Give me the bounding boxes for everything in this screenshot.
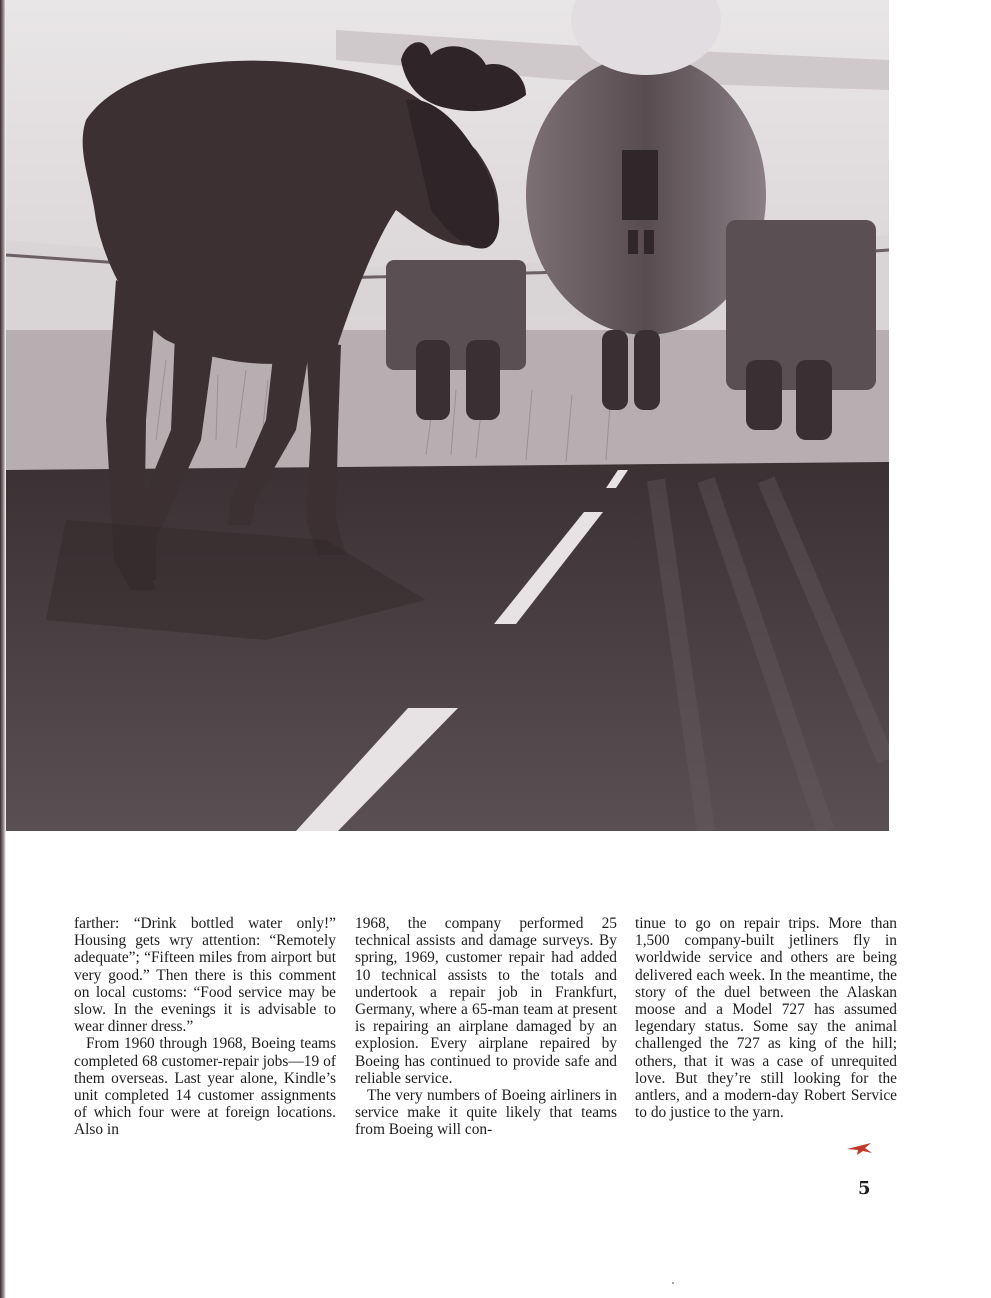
article-column-1 (74, 915, 336, 1139)
nose-gear (622, 150, 658, 220)
illustration-art (6, 0, 889, 831)
page-number: 5 (858, 1178, 871, 1199)
article-body (74, 915, 896, 1165)
article-column-2 (355, 915, 617, 1139)
moose-and-jetliner-illustration (6, 0, 889, 831)
paragraph: tinue to go on repair trips. More than 1,500 company-built jetliners fly in worldwide service and others are being delivered each week. In the meantime, the story of the duel between the Alaskan moose and a Model 727 has assumed legendary status. Some say the animal challenged the 727 as king of the hill; others, that it was a case of unrequited love. But they’re still looking for the antlers, and a modern-day Robert Service to do justice to the yarn. (635, 915, 897, 1122)
paragraph: 1968, the company performed 25 technical assists and damage surveys. By spring, 1969, customer repair had added 10 technical assists to the totals and undertook a repair job in Frankfurt, Germany, where a 65-man team at present is repairing an airplane damaged by an explosion. Every airplane repaired by Boeing has continued to provide safe and reliable service. (355, 915, 617, 1087)
article-column-3 (635, 915, 897, 1121)
boeing-jet-end-mark-icon (845, 1140, 873, 1156)
print-speck (672, 1282, 674, 1284)
paragraph: farther: “Drink bottled water only!” Housing gets wry attention: “Remotely adequate”; “Fifteen miles from airport but very good.” Then there is this comment on local customs: “Food service may be slow. In the evenings it is advisable to wear dinner dress.” (74, 915, 336, 1036)
paragraph: The very numbers of Boeing airliners in service make it quite likely that teams from Boeing will con- (355, 1087, 617, 1139)
paragraph: From 1960 through 1968, Boeing teams completed 68 customer-repair jobs—19 of them overseas. Last year alone, Kindle’s unit completed 14 customer assignments of which four were at foreign locations. Also in (74, 1035, 336, 1139)
